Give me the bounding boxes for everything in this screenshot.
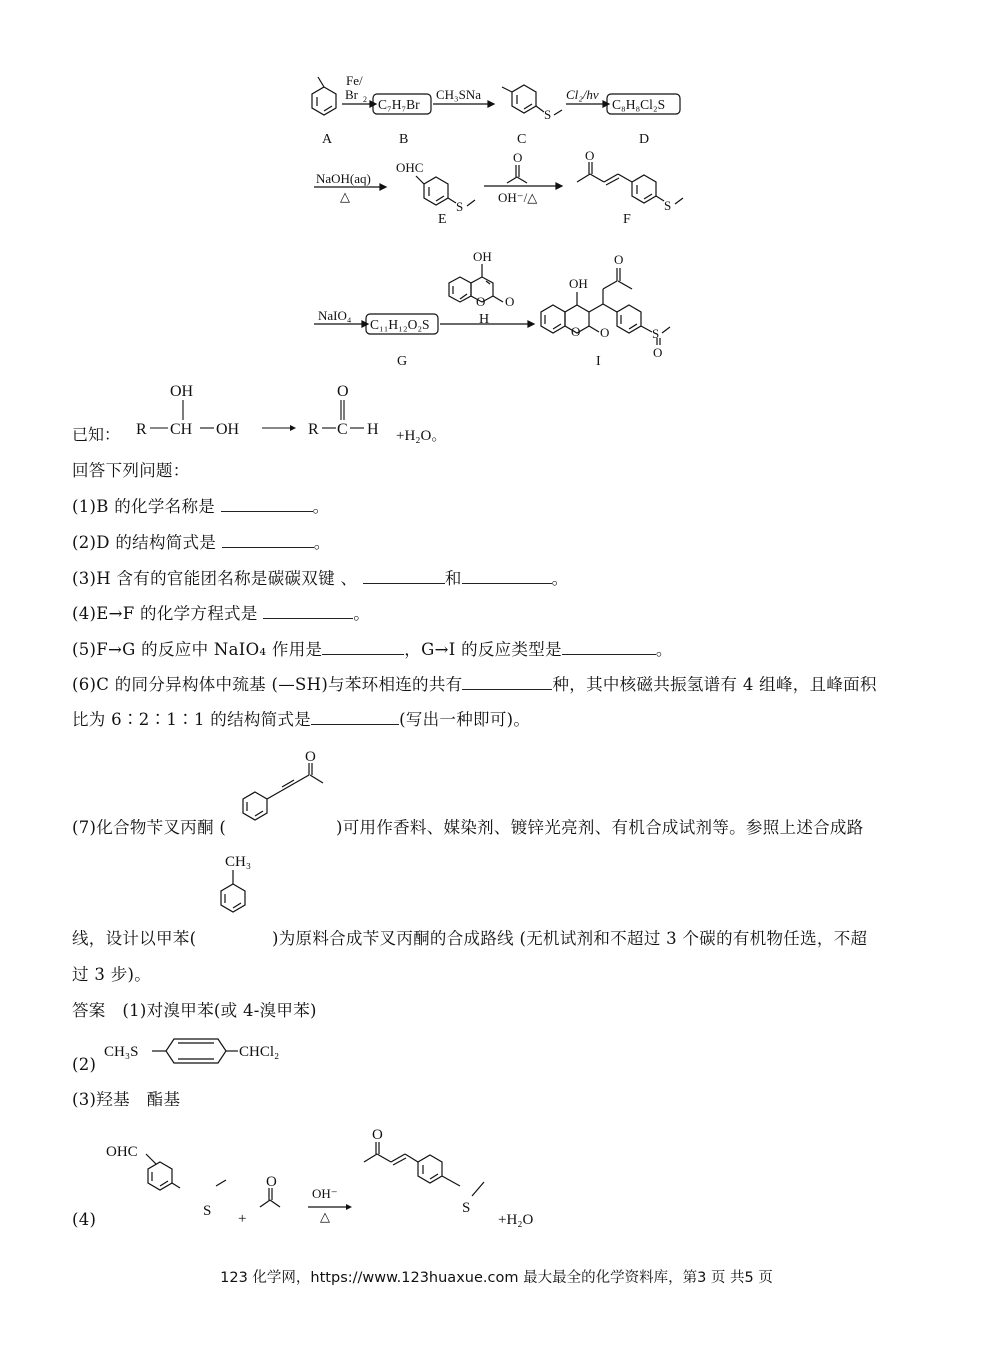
known-label: 已知： xyxy=(72,425,121,444)
q3-end: 。 xyxy=(551,569,569,588)
formula-g: C₁₁H₁₂O₂S xyxy=(370,317,430,332)
known-h: H xyxy=(367,421,379,438)
q3-text: (3)H 含有的官能团名称是碳碳双键 、 xyxy=(72,569,358,588)
label-b: B xyxy=(399,132,409,147)
q7-text: (7)化合物苄叉丙酮 ( xyxy=(72,818,227,837)
atom-o-ring-h: O xyxy=(476,294,486,309)
answer-2-structure xyxy=(100,1030,300,1075)
question-6-line-1 xyxy=(72,675,877,695)
q4-answer-blank[interactable] xyxy=(263,604,353,619)
atom-o-ring-i: O xyxy=(571,324,581,339)
question-5 xyxy=(72,640,673,660)
known-oh: OH xyxy=(216,421,240,438)
answer-4-label: (4) xyxy=(72,1210,97,1229)
atom-oh-i: OH xyxy=(569,276,588,291)
atom-o-carbonyl-i: O xyxy=(600,325,610,340)
answer-4-delta: △ xyxy=(320,1209,330,1224)
q6-end: (写出一种即可)。 xyxy=(399,710,531,729)
answer-4-ohc: OHC xyxy=(106,1144,138,1160)
known-r2: R xyxy=(308,421,319,438)
answer-4-oh-minus: OH⁻ xyxy=(312,1186,338,1201)
atom-o-acetone: O xyxy=(513,150,523,165)
answer-2-label: (2) xyxy=(72,1055,97,1074)
label-d: D xyxy=(639,132,650,147)
q2-end: 。 xyxy=(313,533,331,552)
q3-answer-blank-1[interactable] xyxy=(363,569,445,584)
q6-answer-blank-1[interactable] xyxy=(462,675,552,690)
q6-text: (6)C 的同分异构体中巯基 (—SH)与苯环相连的共有 xyxy=(72,675,463,694)
question-7-line-2: 线，设计以甲苯( xyxy=(72,929,197,948)
label-f: F xyxy=(623,212,631,227)
page-footer: 123 化学网，https://www.123huaxue.com 最大最全的化学资料库，第3 页 共5 页 xyxy=(220,1270,773,1286)
question-7-line-1b: )可用作香料、媒染剂、镀锌光亮剂、有机合成试剂等。参照上述合成路 xyxy=(336,818,864,837)
label-a: A xyxy=(322,132,333,147)
answer-4-s-right: S xyxy=(462,1200,471,1216)
question-7-line-1 xyxy=(72,818,226,838)
atom-s-e: S xyxy=(456,199,464,214)
benzalacetone-structure xyxy=(225,740,345,830)
atom-oh-h: OH xyxy=(473,249,492,264)
reagent-oh-delta: OH⁻/△ xyxy=(498,190,538,205)
answer-3: (3)羟基 酯基 xyxy=(72,1090,181,1109)
answer-4-water: +H₂O xyxy=(498,1212,534,1228)
question-7-line-2b: )为原料合成苄叉丙酮的合成路线 (无机试剂和不超过 3 个碳的有机物任选，不超 xyxy=(272,929,868,948)
known-r1: R xyxy=(136,421,147,438)
q6-answer-blank-2[interactable] xyxy=(311,710,399,725)
answer-1: 答案 (1)对溴甲苯(或 4-溴甲苯) xyxy=(72,1001,317,1020)
q1-answer-blank[interactable] xyxy=(221,497,313,512)
label-e: E xyxy=(438,212,447,227)
q6-text-2: 比为 6∶2∶1∶1 的结构简式是 xyxy=(72,710,312,729)
reagent-cl2: Cl₂/hν xyxy=(566,87,599,102)
synthesis-scheme xyxy=(0,0,993,380)
q5-answer-blank-1[interactable] xyxy=(322,640,404,655)
known-o-top: O xyxy=(337,383,349,400)
q2-answer-blank[interactable] xyxy=(222,533,314,548)
atom-s-i: S xyxy=(652,326,660,341)
answer-2-ch3s: CH₃S xyxy=(104,1044,139,1060)
q5-end: 。 xyxy=(655,640,673,659)
reagent-delta: △ xyxy=(340,189,350,204)
answer-4-o-acetone: O xyxy=(266,1174,277,1190)
q3-and: 和 xyxy=(444,569,462,588)
known-ch: CH xyxy=(170,421,193,438)
label-g: G xyxy=(397,354,408,369)
known-reaction xyxy=(130,378,470,448)
reagent-naoh: NaOH(aq) xyxy=(316,171,371,186)
atom-s-c: S xyxy=(544,107,552,122)
answer-4-equation xyxy=(100,1120,560,1235)
q1-text: (1)B 的化学名称是 xyxy=(72,497,216,516)
label-c: C xyxy=(517,132,527,147)
label-i: I xyxy=(596,354,601,369)
reagent-naio4: NaIO₄ xyxy=(318,308,352,323)
question-4 xyxy=(72,604,370,624)
q2-text: (2)D 的结构简式是 xyxy=(72,533,217,552)
formula-d: C₈H₈Cl₂S xyxy=(612,97,666,112)
q5-answer-blank-2[interactable] xyxy=(562,640,656,655)
q3-answer-blank-2[interactable] xyxy=(462,569,552,584)
known-c: C xyxy=(337,421,348,438)
question-6-line-2 xyxy=(72,710,530,730)
q5-text: (5)F→G 的反应中 NaIO₄ 作用是 xyxy=(72,640,323,659)
atom-o-ketone-i: O xyxy=(614,252,624,267)
questions-intro: 回答下列问题： xyxy=(72,461,190,480)
q4-text: (4)E→F 的化学方程式是 xyxy=(72,604,258,623)
answer-2-chcl2: CHCl₂ xyxy=(239,1044,280,1060)
answer-4-s-left: S xyxy=(203,1203,212,1219)
answer-4-o-product: O xyxy=(372,1127,383,1143)
atom-o-f: O xyxy=(585,148,595,163)
reagent-br2-sub: 2 xyxy=(363,95,367,104)
question-2 xyxy=(72,533,331,553)
q1-end: 。 xyxy=(312,497,330,516)
q5-mid: ，G→I 的反应类型是 xyxy=(404,640,562,659)
question-1 xyxy=(72,497,329,517)
atom-o-carbonyl-h: O xyxy=(505,294,515,309)
q4-end: 。 xyxy=(353,604,370,623)
label-h: H xyxy=(479,312,490,327)
reagent-br2: Br xyxy=(345,87,358,102)
question-3 xyxy=(72,569,568,589)
answer-4-plus: + xyxy=(238,1211,247,1227)
reagent-ch3sna: CH₃SNa xyxy=(436,87,481,102)
atom-o-sulfoxide-i: O xyxy=(653,345,663,360)
reagent-fe: Fe/ xyxy=(346,73,363,88)
atom-ohc-e: OHC xyxy=(396,160,424,175)
benzalacetone-o: O xyxy=(305,749,316,765)
question-7-line-3: 过 3 步)。 xyxy=(72,965,152,984)
formula-b: C₇H₇Br xyxy=(378,97,420,112)
toluene-ch3: CH₃ xyxy=(225,854,252,870)
known-water: +H₂O。 xyxy=(396,428,447,444)
q6-mid: 种，其中核磁共振氢谱有 4 组峰，且峰面积 xyxy=(552,675,877,694)
atom-s-f: S xyxy=(664,198,672,213)
known-oh-top: OH xyxy=(170,383,194,400)
